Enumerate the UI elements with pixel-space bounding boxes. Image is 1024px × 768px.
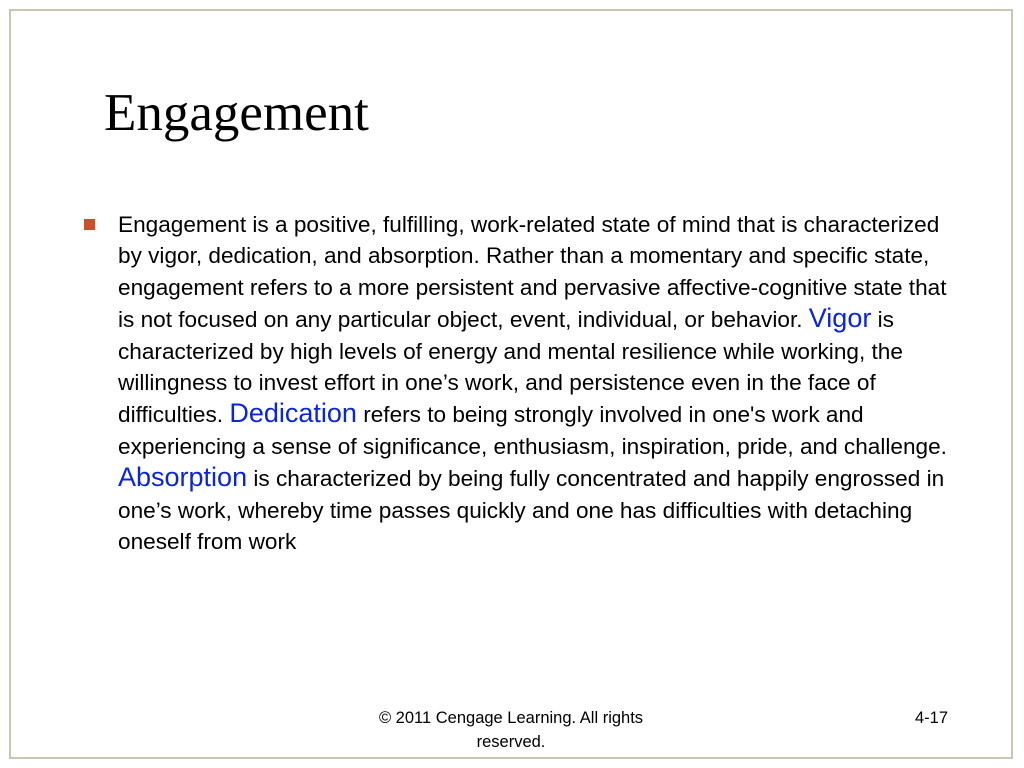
paragraph-intro: Engagement is a positive, fulfilling, work-related state of mind that is characterized by vigor, dedication, and absorption. Rather than a momentary and specific state, engagement refers to a more persistent and pervasive affective-cognitive state that is not focused on any particular object, event, individual, or behavior. — [118, 212, 947, 333]
bullet-marker — [84, 219, 95, 230]
slide-title: Engagement — [104, 84, 369, 142]
term-vigor: Vigor — [808, 303, 872, 334]
bullet-paragraph — [118, 209, 950, 557]
vigor-definition: is characterized by high levels of energy and mental resilience while working, the willingness to invest effort in one’s work, and persistence even in the face of difficulties. — [118, 307, 903, 428]
dedication-definition: refers to being strongly involved in one's work and experiencing a sense of significance, enthusiasm, inspiration, pride, and challenge. — [118, 402, 947, 459]
footer-copyright: © 2011 Cengage Learning. All rights reserved. — [378, 709, 644, 751]
absorption-definition: is characterized by being fully concentrated and happily engrossed in one’s work, whereby time passes quickly and one has difficulties with detaching oneself from work — [118, 466, 945, 555]
page-number: 4-17 — [915, 709, 949, 727]
term-absorption: Absorption — [118, 462, 248, 493]
term-dedication: Dedication — [229, 398, 357, 429]
